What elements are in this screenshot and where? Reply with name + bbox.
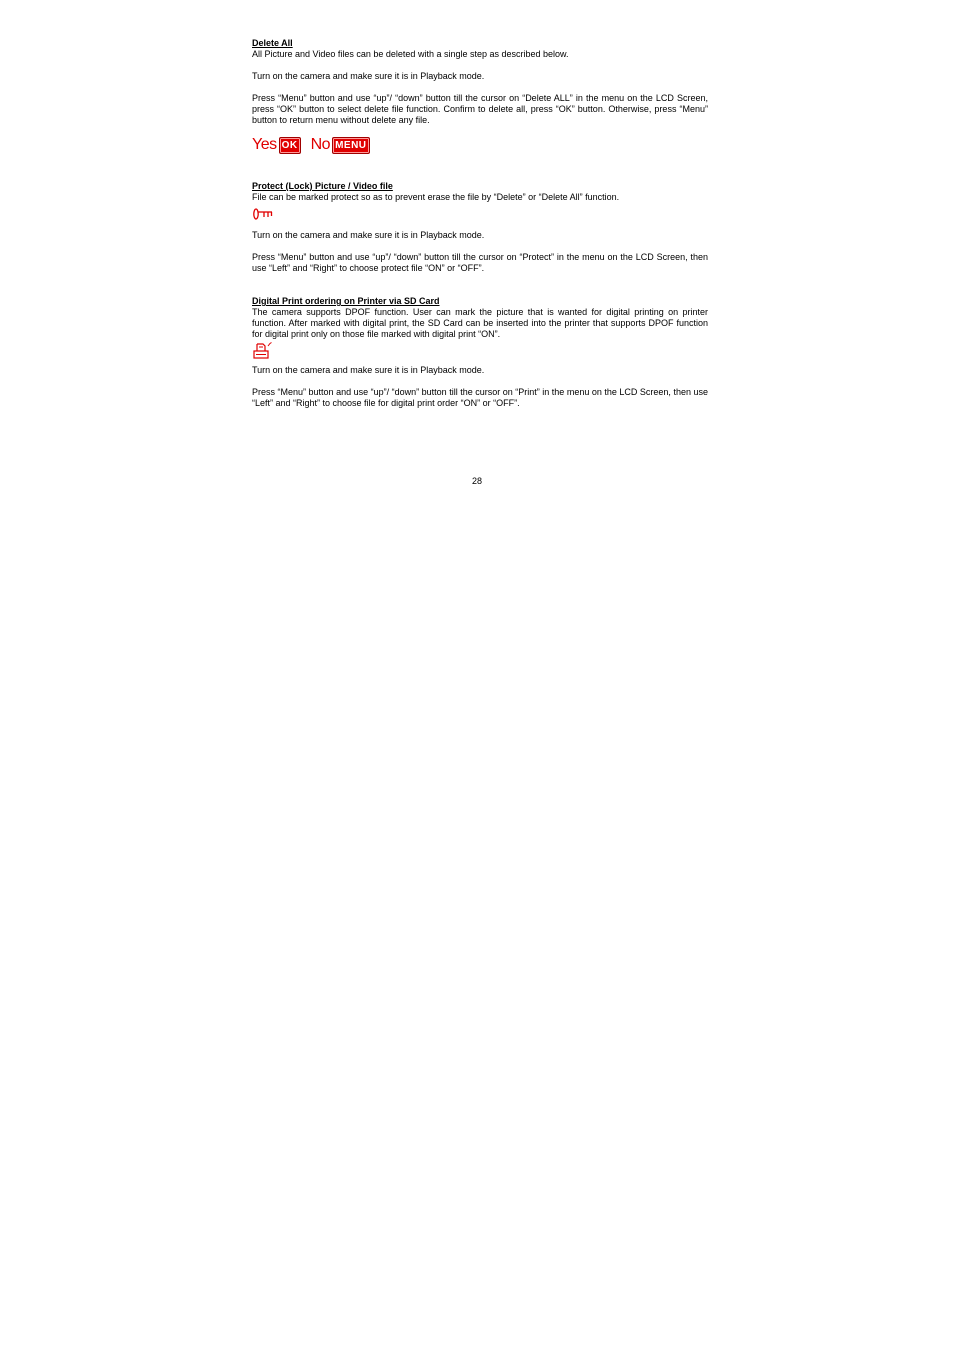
section-intro: File can be marked protect so as to prevent erase the file by “Delete” or “Delete All” function. (252, 192, 620, 202)
page-number: 28 (471, 476, 482, 486)
section-intro: The camera supports DPOF function. User can mark the picture that is wanted for digital printing on printer function. After marked with digital print, the SD Card can be inserted into the printer that supports DPOF function for digital print only on those file marked with digital print “ON”. (252, 307, 708, 339)
delete-confirm-graphic (252, 134, 708, 156)
menu-badge: MENU (332, 137, 369, 154)
ok-badge: OK (279, 137, 301, 154)
section-intro: All Picture and Video files can be deleted with a single step as described below. (252, 49, 569, 59)
section-delete-all (252, 38, 708, 156)
yes-label: Yes (252, 136, 277, 153)
section-heading: Delete All (252, 38, 293, 48)
section-heading: Digital Print ordering on Printer via SD Card (252, 296, 440, 306)
manual-page-content (252, 38, 708, 409)
step-text: Press “Menu” button and use “up”/ “down” button till the cursor on “Protect” in the menu on the LCD Screen, then use “Left” and “Right” to choose protect file “ON” or “OFF”. (252, 252, 708, 273)
step-text: Press “Menu” button and use “up”/ “down” button till the cursor on “Print” in the menu on the LCD Screen, then use “Left” and “Right” to choose file for digital print order “ON” or “OFF”. (252, 387, 708, 408)
step-text: Turn on the camera and make sure it is in Playback mode. (252, 71, 485, 81)
section-heading: Protect (Lock) Picture / Video file (252, 181, 393, 191)
step-text: Turn on the camera and make sure it is in Playback mode. (252, 230, 485, 240)
step-text: Press “Menu” button and use “up”/ “down” button till the cursor on “Delete ALL” in the menu on the LCD Screen, press “OK” button to select delete file function. Confirm to delete all, press “OK” button. Otherwise, press “Menu” button to return menu without delete any file. (252, 93, 708, 125)
no-label: No (310, 136, 331, 153)
printer-icon (252, 342, 274, 360)
step-text: Turn on the camera and make sure it is in Playback mode. (252, 365, 485, 375)
section-dpof (252, 296, 708, 409)
section-protect (252, 181, 708, 274)
key-icon (252, 205, 274, 223)
